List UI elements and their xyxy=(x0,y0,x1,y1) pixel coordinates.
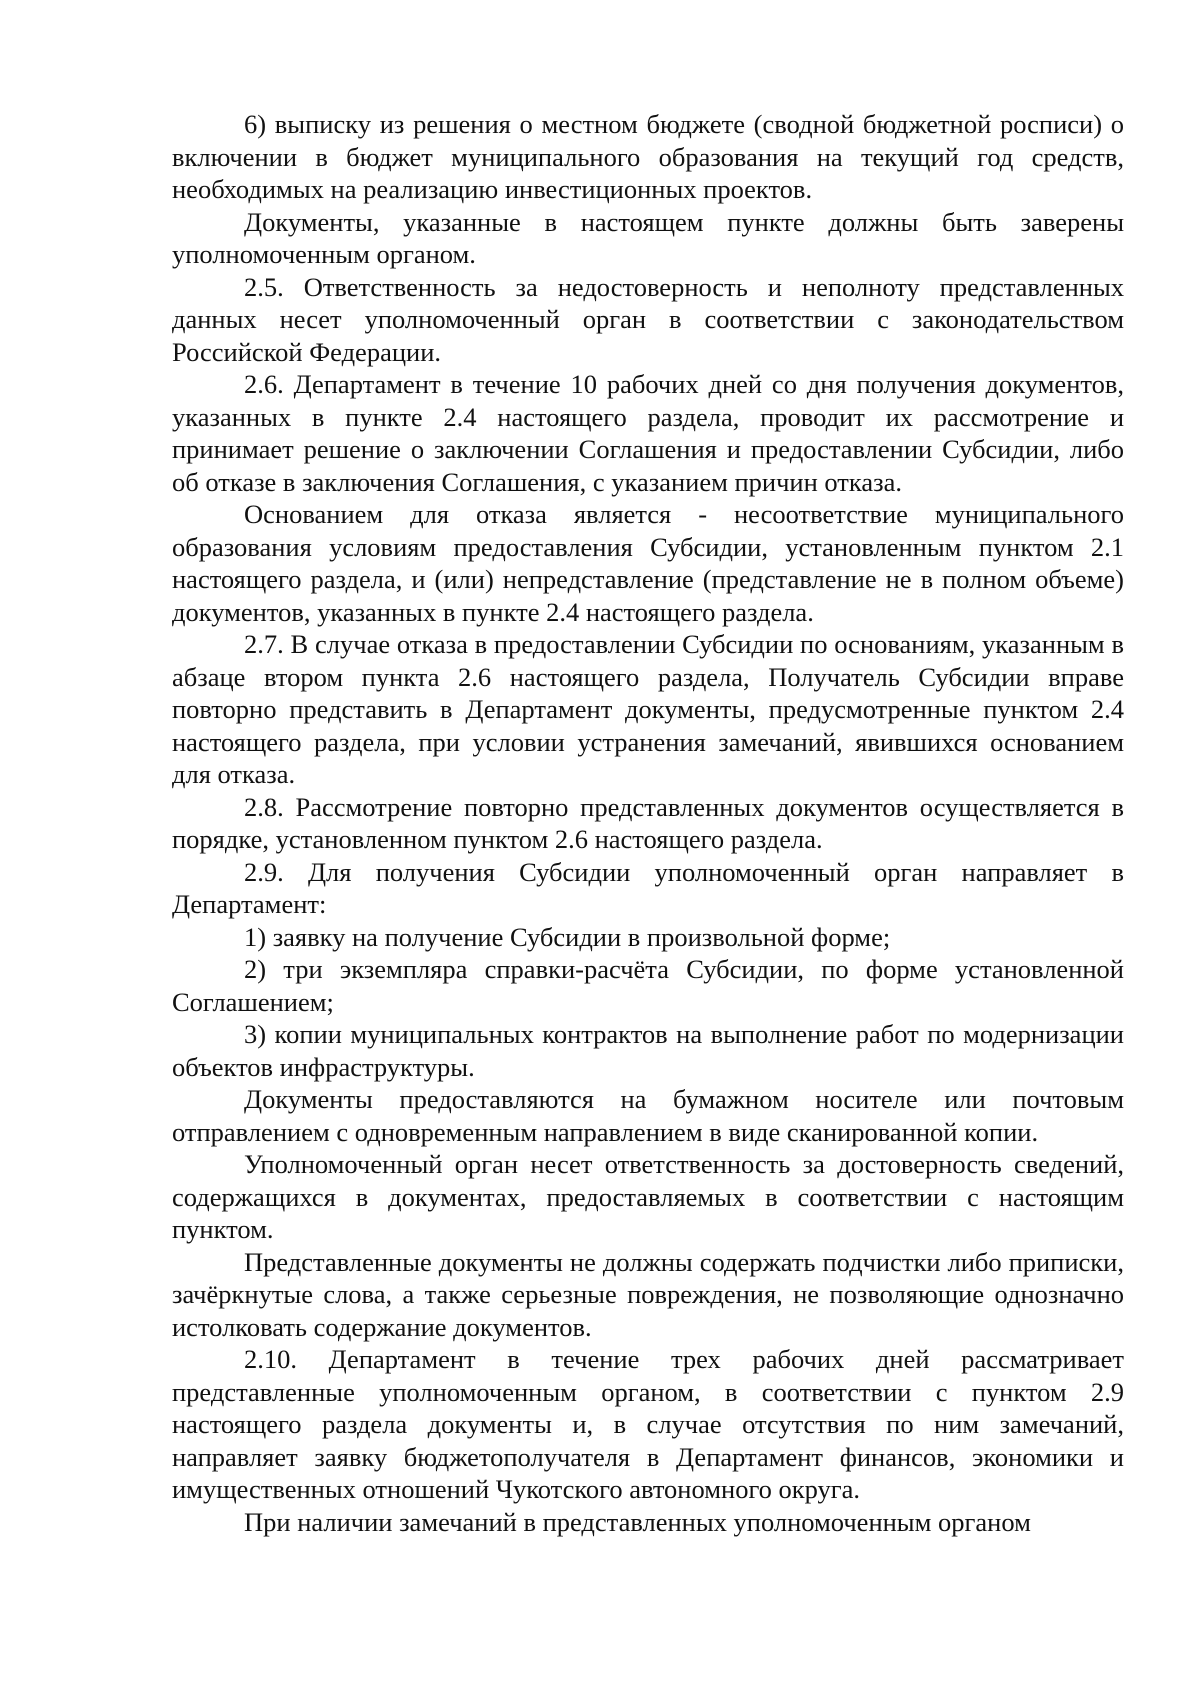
paragraph-refusal-grounds: Основанием для отказа является - несоответствие муниципального образования условиям предоставления Субсидии, установленным пунктом 2.1 настоящего раздела, и (или) непредставление (представление не в полном объеме) документов, указанных в пункте 2.4 настоящего раздела. xyxy=(172,499,1124,627)
paragraph-no-corrections: Представленные документы не должны содержать подчистки либо приписки, зачёркнутые слова, а также серьезные повреждения, не позволяющие однозначно истолковать содержание документов. xyxy=(172,1246,1124,1342)
paragraph-2-5: 2.5. Ответственность за недостоверность и неполноту представленных данных несет уполномоченный орган в соответствии с законодательством Российской Федерации. xyxy=(172,271,1124,367)
paragraph-2-9-item-2: 2) три экземпляра справки-расчёта Субсидии, по форме установленной Соглашением; xyxy=(172,954,1124,1017)
paragraph-item-6-budget-extract: 6) выписку из решения о местном бюджете (сводной бюджетной росписи) о включении в бюджет муниципального образования на текущий год средств, необходимых на реализацию инвестиционных проектов. xyxy=(172,109,1124,204)
paragraph-2-9-item-3: 3) копии муниципальных контрактов на выполнение работ по модернизации объектов инфраструктуры. xyxy=(172,1019,1124,1082)
paragraph-remarks: При наличии замечаний в представленных уполномоченным органом xyxy=(244,1506,1031,1537)
paragraph-2-9: 2.9. Для получения Субсидии уполномоченный орган направляет в Департамент: xyxy=(172,856,1124,919)
paragraph-submission-method: Документы предоставляются на бумажном носителе или почтовым отправлением с одновременным направлением в виде сканированной копии. xyxy=(172,1084,1124,1147)
paragraph-documents-certified: Документы, указанные в настоящем пункте должны быть заверены уполномоченным органом. xyxy=(172,206,1124,269)
paragraph-2-10: 2.10. Департамент в течение трех рабочих дней рассматривает представленные уполномоченным органом, в соответствии с пунктом 2.9 настоящего раздела документы и, в случае отсутствия по ним замечаний, направляет заявку бюджетополучателя в Департамент финансов, экономики и имущественных отношений Чукотского автономного округа. xyxy=(172,1344,1124,1504)
paragraph-responsibility: Уполномоченный орган несет ответственность за достоверность сведений, содержащихся в документах, предоставляемых в соответствии с настоящим пунктом. xyxy=(172,1149,1124,1244)
paragraph-2-6: 2.6. Департамент в течение 10 рабочих дней со дня получения документов, указанных в пункте 2.4 настоящего раздела, проводит их рассмотрение и принимает решение о заключении Соглашения и предоставлении Субсидии, либо об отказе в заключения Соглашения, с указанием причин отказа. xyxy=(172,369,1124,497)
paragraph-2-8: 2.8. Рассмотрение повторно представленных документов осуществляется в порядке, установленном пунктом 2.6 настоящего раздела. xyxy=(172,791,1124,854)
paragraph-2-7: 2.7. В случае отказа в предоставлении Субсидии по основаниям, указанным в абзаце втором пункта 2.6 настоящего раздела, Получатель Субсидии вправе повторно представить в Департамент документы, предусмотренные пунктом 2.4 настоящего раздела, при условии устранения замечаний, явившихся основанием для отказа. xyxy=(172,629,1124,789)
paragraph-2-9-item-1: 1) заявку на получение Субсидии в произвольной форме; xyxy=(244,921,891,952)
document-page xyxy=(172,108,1124,1538)
